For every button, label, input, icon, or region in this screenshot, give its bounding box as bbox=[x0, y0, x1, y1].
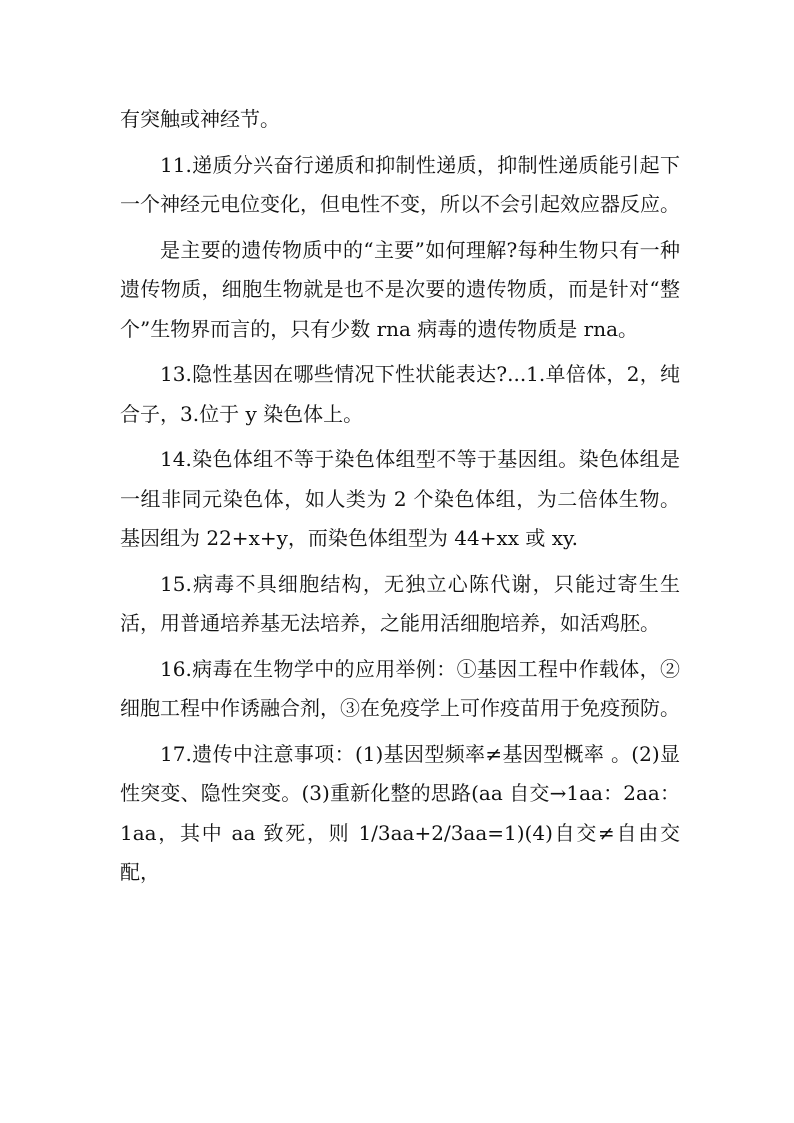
document-body bbox=[120, 100, 680, 899]
paragraph-item-16: 16.病毒在生物学中的应用举例：①基因工程中作载体，②细胞工程中作诱融合剂，③在免疫学上可作疫苗用于免疫预防。 bbox=[120, 656, 680, 720]
paragraph-item-13: 13.隐性基因在哪些情况下性状能表达?...1.单倍体，2，纯合子，3.位于 y 染色体上。 bbox=[120, 362, 680, 426]
paragraph-continuation: 有突触或神经节。 bbox=[120, 107, 280, 131]
paragraph-item-15: 15.病毒不具细胞结构，无独立心陈代谢，只能过寄生生活，用普通培养基无法培养，之能用活细胞培养，如活鸡胚。 bbox=[120, 571, 680, 635]
paragraph-item-12: 是主要的遗传物质中的“主要”如何理解?每种生物只有一种遗传物质，细胞生物就是也不是次要的遗传物质，而是针对“整个”生物界而言的，只有少数 rna 病毒的遗传物质是 rna。 bbox=[120, 237, 680, 341]
paragraph-item-17: 17.遗传中注意事项：(1)基因型频率≠基因型概率 。(2)显性突变、隐性突变。(3)重新化整的思路(aa 自交→1aa：2aa：1aa，其中 aa 致死，则 1/3aa+2/3aa=1)(4)自交≠自由交配， bbox=[120, 741, 680, 884]
paragraph-item-11: 11.递质分兴奋行递质和抑制性递质，抑制性递质能引起下一个神经元电位变化，但电性不变，所以不会引起效应器反应。 bbox=[120, 152, 680, 216]
paragraph-item-14: 14.染色体组不等于染色体组型不等于基因组。染色体组是一组非同元染色体，如人类为 2 个染色体组，为二倍体生物。基因组为 22+x+y，而染色体组型为 44+xx 或 xy. bbox=[120, 447, 680, 550]
